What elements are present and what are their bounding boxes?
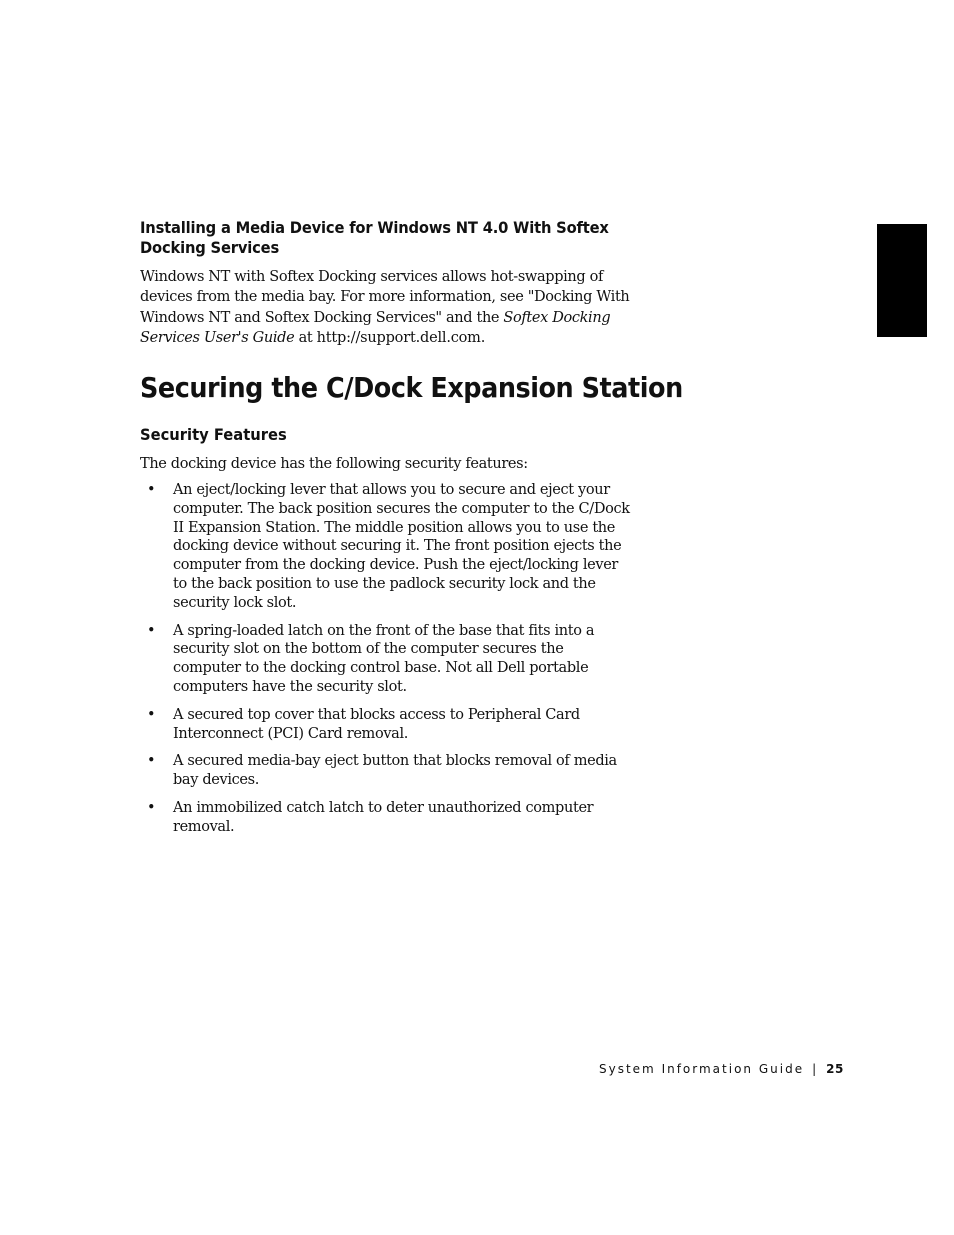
list-item-text: An immobilized catch latch to deter unauthorized computer removal. (173, 799, 594, 835)
page-title: Securing the C/Dock Expansion Station (140, 370, 683, 404)
list-item-text: An eject/locking lever that allows you to secure and eject your computer. The back position secures the computer to the C/Dock II Expansion Station. The middle position allows you to use the docking device without securing it. The front position ejects the computer from the docking device. Push the eject/locking lever to the back position to use the padlock security lock and the security lock slot. (173, 482, 630, 611)
support-url-link[interactable]: http://support.dell.com (316, 330, 481, 347)
paragraph-text-at: at (294, 330, 317, 347)
page-number: 25 (826, 1062, 844, 1076)
list-item (140, 799, 630, 837)
bullet-icon: • (147, 622, 156, 639)
list-item-text: A spring-loaded latch on the front of the base that fits into a security slot on the bottom of the computer secures the computer to the docking control base. Not all Dell portable computers have the security slot. (173, 622, 595, 695)
paragraph-text: Windows NT with Softex Docking services allows hot-swapping of devices from the media bay. For more information, see "Docking With Windows NT and Softex Docking Services" and the (140, 269, 630, 326)
page-footer (599, 1062, 844, 1076)
list-item-text: A secured media-bay eject button that blocks removal of media bay devices. (173, 753, 617, 789)
footer-separator: | (812, 1062, 817, 1076)
section-paragraph (140, 267, 630, 349)
intro-paragraph: The docking device has the following security features: (140, 455, 528, 472)
list-item (140, 752, 630, 790)
bullet-icon: • (147, 799, 156, 816)
guide-title-italic: Softex Docking Services User's Guide (140, 309, 611, 347)
bullet-icon: • (147, 706, 156, 723)
footer-guide-title: System Information Guide (599, 1062, 805, 1076)
list-item (140, 622, 630, 697)
security-features-list (140, 481, 630, 837)
list-item (140, 706, 630, 744)
list-item-text: A secured top cover that blocks access to Peripheral Card Interconnect (PCI) Card removal. (173, 706, 580, 742)
page-content (140, 218, 683, 846)
subheading: Security Features (140, 424, 287, 444)
section-heading-line2: Docking Services (140, 238, 280, 257)
chapter-tab-marker (877, 224, 927, 337)
bullet-icon: • (147, 482, 156, 499)
section-heading (140, 218, 609, 258)
list-item (140, 481, 630, 613)
paragraph-end: . (480, 330, 485, 347)
section-heading-line1: Installing a Media Device for Windows NT 4.0 With Softex (140, 218, 609, 237)
bullet-icon: • (147, 753, 156, 770)
